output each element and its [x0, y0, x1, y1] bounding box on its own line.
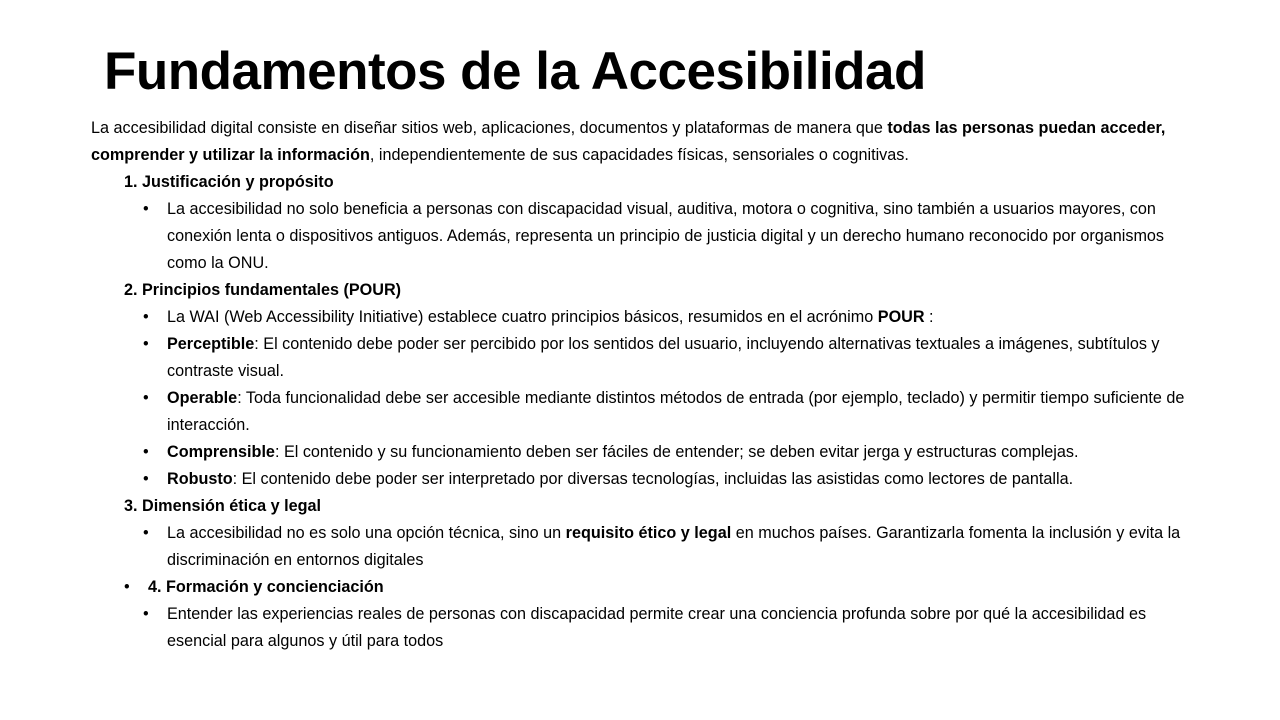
list-item	[91, 439, 1201, 466]
bullet-icon: •	[143, 200, 149, 218]
list-item	[91, 520, 1201, 574]
bullet-icon: •	[143, 389, 149, 407]
intro-text: La accesibilidad digital consiste en diseñar sitios web, aplicaciones, documentos y plataformas de manera que	[91, 119, 888, 137]
list-item-text: La accesibilidad no es solo una opción técnica, sino un	[167, 524, 566, 542]
bullet-icon: •	[143, 335, 149, 353]
list-item	[91, 601, 1201, 655]
section-1-list	[91, 196, 1201, 277]
section-3-heading: 3. Dimensión ética y legal	[124, 497, 322, 515]
section-4-heading-text: 4. Formación y concienciación	[148, 578, 384, 596]
list-item	[91, 196, 1201, 277]
list-item-text: La accesibilidad no solo beneficia a personas con discapacidad visual, auditiva, motora o cognitiva, sino también a usuarios mayores, con conexión lenta o dispositivos antiguos. Además, representa un principio de justicia digital y un derecho humano reconocido por organismos como la ONU.	[167, 200, 1165, 272]
list-item-text-end: en muchos países. Garantizarla fomenta la inclusión y evita la discriminación en entornos digitales	[167, 524, 1181, 569]
principle-comprensible: Comprensible	[167, 443, 275, 461]
slide-body	[91, 115, 1201, 655]
slide-title: Fundamentos de la Accesibilidad	[104, 42, 926, 101]
principle-perceptible: Perceptible	[167, 335, 255, 353]
section-2-heading: 2. Principios fundamentales (POUR)	[124, 281, 402, 299]
bullet-icon: •	[143, 605, 149, 623]
list-item-text: : Toda funcionalidad debe ser accesible mediante distintos métodos de entrada (por ejemplo, teclado) y permitir tiempo suficiente de interacción.	[167, 389, 1185, 434]
list-item	[91, 385, 1201, 439]
section-3-list	[91, 520, 1201, 574]
principle-operable: Operable	[167, 389, 238, 407]
principle-robusto: Robusto	[167, 470, 233, 488]
bullet-icon: •	[143, 308, 149, 326]
intro-emphasis: todas las personas puedan acceder, comprender y utilizar la información	[91, 119, 1166, 164]
intro-paragraph	[91, 115, 1201, 169]
list-item-text: : El contenido debe poder ser interpretado por diversas tecnologías, incluidas las asistidas como lectores de pantalla.	[232, 470, 1074, 488]
section-2-list	[91, 304, 1201, 493]
intro-text-end: , independientemente de sus capacidades físicas, sensoriales o cognitivas.	[369, 146, 909, 164]
list-item-text: : El contenido y su funcionamiento deben ser fáciles de entender; se deben evitar jerga y estructuras complejas.	[274, 443, 1079, 461]
list-item-text: Entender las experiencias reales de personas con discapacidad permite crear una conciencia profunda sobre por qué la accesibilidad es esencial para algunos y útil para todos	[167, 605, 1147, 650]
bullet-icon: •	[143, 443, 149, 461]
bullet-icon: •	[143, 470, 149, 488]
list-item-text: La WAI (Web Accessibility Initiative) establece cuatro principios básicos, resumidos en el acrónimo	[167, 308, 878, 326]
pour-acronym: POUR	[877, 308, 925, 326]
list-item-text: : El contenido debe poder ser percibido por los sentidos del usuario, incluyendo alternativas textuales a imágenes, subtítulos y contraste visual.	[167, 335, 1160, 380]
list-item	[91, 304, 1201, 331]
list-item-text-end: :	[924, 308, 934, 326]
section-1-heading: 1. Justificación y propósito	[124, 173, 334, 191]
ethical-legal-emphasis: requisito ético y legal	[565, 524, 732, 542]
section-4-list	[91, 601, 1201, 655]
bullet-icon: •	[124, 578, 130, 596]
list-item	[91, 331, 1201, 385]
bullet-icon: •	[143, 524, 149, 542]
section-4-heading	[91, 574, 1201, 601]
list-item	[91, 466, 1201, 493]
